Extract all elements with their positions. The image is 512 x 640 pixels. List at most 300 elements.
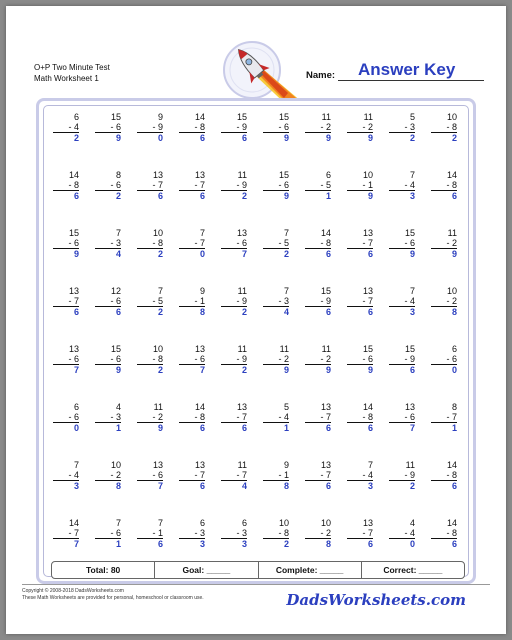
subtrahend: - 2 — [305, 355, 331, 366]
subtrahend: - 1 — [179, 297, 205, 308]
usage-notice: These Math Worksheets are provided for personal, homeschool or classroom use. — [22, 595, 204, 601]
answer: 9 — [115, 133, 121, 143]
subtrahend: - 9 — [389, 471, 415, 482]
problem — [381, 113, 423, 171]
answer: 9 — [115, 365, 121, 375]
problem-frame — [36, 98, 476, 584]
answer: 9 — [325, 133, 331, 143]
answer: 3 — [367, 481, 373, 491]
problem — [87, 403, 129, 461]
answer: 6 — [199, 423, 205, 433]
answer: 2 — [283, 539, 289, 549]
minuend: 13 — [152, 460, 163, 470]
subtrahend: - 8 — [347, 413, 373, 424]
answer: 0 — [451, 365, 457, 375]
subtrahend: - 3 — [389, 123, 415, 134]
minuend: 7 — [73, 460, 79, 470]
subtrahend: - 3 — [221, 529, 247, 540]
minuend: 9 — [199, 286, 205, 296]
minuend: 15 — [404, 344, 415, 354]
answer: 8 — [325, 539, 331, 549]
worksheet-title-line1: O+P Two Minute Test — [34, 63, 110, 72]
problem — [129, 345, 171, 403]
answer: 6 — [199, 481, 205, 491]
answer: 3 — [199, 539, 205, 549]
answer: 2 — [241, 191, 247, 201]
answer: 6 — [199, 191, 205, 201]
problem — [129, 287, 171, 345]
problem — [171, 229, 213, 287]
answer: 1 — [115, 539, 121, 549]
minuend: 9 — [283, 460, 289, 470]
minuend: 11 — [153, 402, 163, 412]
minuend: 7 — [367, 460, 373, 470]
goal-field[interactable]: Goal: _____ — [155, 562, 258, 578]
problem — [255, 229, 297, 287]
subtrahend: - 2 — [305, 123, 331, 134]
subtrahend: - 5 — [305, 181, 331, 192]
answer: 9 — [367, 133, 373, 143]
subtrahend: - 7 — [179, 239, 205, 250]
answer: 9 — [73, 249, 79, 259]
brand-logo: DadsWorksheets.com — [286, 591, 466, 609]
problem — [339, 287, 381, 345]
problem — [87, 461, 129, 519]
subtrahend: - 6 — [431, 355, 457, 366]
minuend: 13 — [152, 170, 163, 180]
totals-bar — [51, 561, 465, 579]
problem — [213, 171, 255, 229]
answer: 2 — [451, 133, 457, 143]
subtrahend: - 4 — [53, 471, 79, 482]
problem — [255, 461, 297, 519]
subtrahend: - 7 — [137, 181, 163, 192]
answer: 9 — [325, 365, 331, 375]
minuend: 5 — [409, 112, 415, 122]
answer: 6 — [157, 191, 163, 201]
subtrahend: - 9 — [305, 297, 331, 308]
minuend: 11 — [279, 344, 289, 354]
minuend: 10 — [446, 112, 457, 122]
problem — [45, 403, 87, 461]
problem — [255, 287, 297, 345]
minuend: 6 — [199, 518, 205, 528]
worksheet-title-line2: Math Worksheet 1 — [34, 74, 99, 83]
subtrahend: - 2 — [347, 123, 373, 134]
minuend: 10 — [152, 344, 163, 354]
subtrahend: - 8 — [179, 123, 205, 134]
problem — [45, 113, 87, 171]
minuend: 7 — [409, 286, 415, 296]
answer: 6 — [325, 481, 331, 491]
problem — [213, 403, 255, 461]
minuend: 15 — [110, 112, 121, 122]
subtrahend: - 8 — [179, 413, 205, 424]
subtrahend: - 6 — [95, 355, 121, 366]
answer: 7 — [157, 481, 163, 491]
answer: 6 — [157, 539, 163, 549]
subtrahend: - 7 — [431, 413, 457, 424]
answer: 7 — [73, 539, 79, 549]
minuend: 13 — [236, 228, 247, 238]
minuend: 13 — [362, 286, 373, 296]
problem — [423, 113, 465, 171]
problem — [45, 345, 87, 403]
minuend: 15 — [278, 112, 289, 122]
problem — [213, 229, 255, 287]
answer: 3 — [409, 191, 415, 201]
problem — [297, 287, 339, 345]
subtrahend: - 2 — [305, 529, 331, 540]
answer: 8 — [451, 307, 457, 317]
problem — [129, 171, 171, 229]
subtrahend: - 6 — [95, 181, 121, 192]
problem-row — [45, 229, 465, 287]
answer: 6 — [367, 307, 373, 317]
answer: 2 — [283, 249, 289, 259]
minuend: 11 — [405, 460, 415, 470]
problem — [45, 171, 87, 229]
subtrahend: - 4 — [347, 471, 373, 482]
minuend: 14 — [446, 518, 457, 528]
subtrahend: - 2 — [137, 413, 163, 424]
problem — [339, 403, 381, 461]
subtrahend: - 1 — [263, 471, 289, 482]
problem — [129, 229, 171, 287]
problem — [297, 113, 339, 171]
problem-row — [45, 403, 465, 461]
answer: 1 — [325, 191, 331, 201]
minuend: 4 — [115, 402, 121, 412]
answer: 1 — [451, 423, 457, 433]
minuend: 9 — [157, 112, 163, 122]
problem — [213, 113, 255, 171]
answer: 6 — [73, 191, 79, 201]
minuend: 11 — [363, 112, 373, 122]
problem — [129, 461, 171, 519]
subtrahend: - 5 — [263, 239, 289, 250]
answer: 7 — [73, 365, 79, 375]
total-count: Total: 80 — [52, 562, 155, 578]
minuend: 15 — [110, 344, 121, 354]
answer: 6 — [325, 249, 331, 259]
subtrahend: - 8 — [431, 181, 457, 192]
answer: 6 — [325, 423, 331, 433]
answer: 4 — [241, 481, 247, 491]
problem — [297, 461, 339, 519]
subtrahend: - 7 — [53, 529, 79, 540]
problem — [45, 287, 87, 345]
subtrahend: - 6 — [53, 413, 79, 424]
footer-text — [22, 588, 204, 602]
minuend: 14 — [194, 112, 205, 122]
problem-row — [45, 113, 465, 171]
problem-row — [45, 461, 465, 519]
subtrahend: - 9 — [221, 123, 247, 134]
subtrahend: - 7 — [305, 471, 331, 482]
answer: 6 — [241, 423, 247, 433]
minuend: 15 — [362, 344, 373, 354]
copyright-text: Copyright © 2008-2018 DadsWorksheets.com — [22, 588, 124, 594]
subtrahend: - 6 — [137, 471, 163, 482]
minuend: 4 — [409, 518, 415, 528]
subtrahend: - 6 — [347, 355, 373, 366]
answer: 4 — [115, 249, 121, 259]
problem — [171, 345, 213, 403]
problem — [381, 345, 423, 403]
subtrahend: - 6 — [179, 355, 205, 366]
problem — [129, 403, 171, 461]
answer: 6 — [115, 307, 121, 317]
answer: 0 — [157, 133, 163, 143]
minuend: 10 — [320, 518, 331, 528]
problem — [339, 345, 381, 403]
minuend: 14 — [446, 460, 457, 470]
answer: 2 — [73, 133, 79, 143]
problem — [213, 345, 255, 403]
subtrahend: - 8 — [431, 123, 457, 134]
answer: 2 — [115, 191, 121, 201]
subtrahend: - 5 — [137, 297, 163, 308]
problem — [381, 461, 423, 519]
answer: 0 — [73, 423, 79, 433]
subtrahend: - 8 — [431, 471, 457, 482]
answer-key-label: Answer Key — [358, 60, 456, 79]
minuend: 13 — [68, 286, 79, 296]
minuend: 6 — [241, 518, 247, 528]
problem — [423, 229, 465, 287]
answer: 2 — [409, 481, 415, 491]
minuend: 11 — [237, 344, 247, 354]
answer: 7 — [199, 365, 205, 375]
minuend: 6 — [73, 112, 79, 122]
answer: 9 — [157, 423, 163, 433]
problem — [297, 229, 339, 287]
problem — [213, 287, 255, 345]
subtrahend: - 6 — [53, 355, 79, 366]
minuend: 15 — [68, 228, 79, 238]
subtrahend: - 4 — [263, 413, 289, 424]
correct-field[interactable]: Correct: _____ — [383, 565, 443, 575]
problem — [45, 229, 87, 287]
subtrahend: - 7 — [347, 529, 373, 540]
minuend: 10 — [362, 170, 373, 180]
minuend: 7 — [115, 518, 121, 528]
problem — [339, 113, 381, 171]
minuend: 10 — [446, 286, 457, 296]
problem — [297, 403, 339, 461]
answer: 9 — [409, 249, 415, 259]
minuend: 7 — [283, 228, 289, 238]
subtrahend: - 6 — [389, 413, 415, 424]
subtrahend: - 3 — [95, 239, 121, 250]
problem — [255, 113, 297, 171]
answer: 6 — [241, 133, 247, 143]
minuend: 13 — [194, 344, 205, 354]
problem-grid — [45, 113, 465, 577]
answer: 6 — [73, 307, 79, 317]
subtrahend: - 8 — [431, 529, 457, 540]
subtrahend: - 6 — [389, 239, 415, 250]
problem — [339, 229, 381, 287]
minuend: 14 — [446, 170, 457, 180]
minuend: 13 — [236, 402, 247, 412]
minuend: 14 — [194, 402, 205, 412]
minuend: 8 — [115, 170, 121, 180]
problem — [423, 403, 465, 461]
answer: 2 — [157, 249, 163, 259]
worksheet-page — [6, 6, 506, 634]
minuend: 12 — [110, 286, 121, 296]
minuend: 6 — [73, 402, 79, 412]
subtrahend: - 7 — [53, 297, 79, 308]
minuend: 10 — [110, 460, 121, 470]
problem — [171, 113, 213, 171]
problem — [171, 287, 213, 345]
problem — [87, 287, 129, 345]
worksheet-title — [34, 62, 110, 84]
problem — [381, 287, 423, 345]
answer: 7 — [241, 249, 247, 259]
problem — [423, 345, 465, 403]
answer: 9 — [367, 365, 373, 375]
subtrahend: - 7 — [179, 181, 205, 192]
answer: 6 — [409, 365, 415, 375]
minuend: 7 — [409, 170, 415, 180]
subtrahend: - 9 — [221, 181, 247, 192]
subtrahend: - 1 — [137, 529, 163, 540]
subtrahend: - 7 — [305, 413, 331, 424]
answer: 0 — [409, 539, 415, 549]
answer: 6 — [325, 307, 331, 317]
minuend: 7 — [157, 286, 163, 296]
problem — [213, 461, 255, 519]
problem — [45, 461, 87, 519]
answer: 6 — [451, 539, 457, 549]
subtrahend: - 4 — [53, 123, 79, 134]
problem-row — [45, 345, 465, 403]
subtrahend: - 4 — [389, 297, 415, 308]
minuend: 11 — [237, 286, 247, 296]
problem — [171, 461, 213, 519]
answer: 9 — [283, 365, 289, 375]
minuend: 11 — [321, 112, 331, 122]
subtrahend: - 2 — [431, 239, 457, 250]
subtrahend: - 6 — [53, 239, 79, 250]
answer: 4 — [283, 307, 289, 317]
answer: 0 — [199, 249, 205, 259]
answer: 8 — [115, 481, 121, 491]
answer: 9 — [283, 191, 289, 201]
subtrahend: - 7 — [221, 471, 247, 482]
subtrahend: - 6 — [221, 239, 247, 250]
problem-row — [45, 287, 465, 345]
minuend: 15 — [404, 228, 415, 238]
minuend: 14 — [320, 228, 331, 238]
subtrahend: - 8 — [53, 181, 79, 192]
minuend: 15 — [320, 286, 331, 296]
problem — [339, 171, 381, 229]
problem — [129, 113, 171, 171]
problem — [297, 345, 339, 403]
subtrahend: - 6 — [95, 529, 121, 540]
answer: 7 — [409, 423, 415, 433]
problem — [87, 171, 129, 229]
subtrahend: - 8 — [137, 239, 163, 250]
minuend: 14 — [68, 170, 79, 180]
subtrahend: - 8 — [305, 239, 331, 250]
minuend: 7 — [115, 228, 121, 238]
problem — [381, 229, 423, 287]
subtrahend: - 6 — [95, 297, 121, 308]
minuend: 5 — [283, 402, 289, 412]
subtrahend: - 7 — [221, 413, 247, 424]
answer: 6 — [451, 191, 457, 201]
minuend: 13 — [404, 402, 415, 412]
problem — [339, 461, 381, 519]
problem — [381, 171, 423, 229]
answer: 2 — [409, 133, 415, 143]
subtrahend: - 9 — [221, 297, 247, 308]
problem — [297, 171, 339, 229]
footer-divider — [22, 584, 490, 585]
subtrahend: - 9 — [389, 355, 415, 366]
minuend: 13 — [194, 460, 205, 470]
subtrahend: - 3 — [179, 529, 205, 540]
subtrahend: - 7 — [347, 297, 373, 308]
subtrahend: - 8 — [137, 355, 163, 366]
minuend: 13 — [194, 170, 205, 180]
minuend: 14 — [362, 402, 373, 412]
answer: 6 — [367, 249, 373, 259]
minuend: 13 — [362, 518, 373, 528]
problem — [423, 461, 465, 519]
problem — [381, 403, 423, 461]
subtrahend: - 4 — [389, 181, 415, 192]
answer: 6 — [199, 133, 205, 143]
subtrahend: - 9 — [137, 123, 163, 134]
answer: 9 — [283, 133, 289, 143]
minuend: 6 — [325, 170, 331, 180]
minuend: 11 — [237, 460, 247, 470]
problem — [87, 345, 129, 403]
minuend: 10 — [152, 228, 163, 238]
problem — [171, 403, 213, 461]
problem — [255, 171, 297, 229]
minuend: 7 — [157, 518, 163, 528]
answer: 2 — [157, 365, 163, 375]
minuend: 15 — [278, 170, 289, 180]
minuend: 6 — [451, 344, 457, 354]
subtrahend: - 7 — [347, 239, 373, 250]
problem — [423, 287, 465, 345]
minuend: 13 — [320, 402, 331, 412]
minuend: 10 — [278, 518, 289, 528]
answer: 2 — [241, 365, 247, 375]
name-field[interactable] — [306, 62, 486, 84]
minuend: 11 — [321, 344, 331, 354]
answer: 6 — [367, 423, 373, 433]
answer: 3 — [409, 307, 415, 317]
answer: 3 — [73, 481, 79, 491]
problem — [255, 403, 297, 461]
answer: 3 — [241, 539, 247, 549]
complete-field[interactable]: Complete: _____ — [259, 562, 362, 578]
subtrahend: - 3 — [95, 413, 121, 424]
problem — [423, 171, 465, 229]
problem-row — [45, 171, 465, 229]
subtrahend: - 9 — [221, 355, 247, 366]
